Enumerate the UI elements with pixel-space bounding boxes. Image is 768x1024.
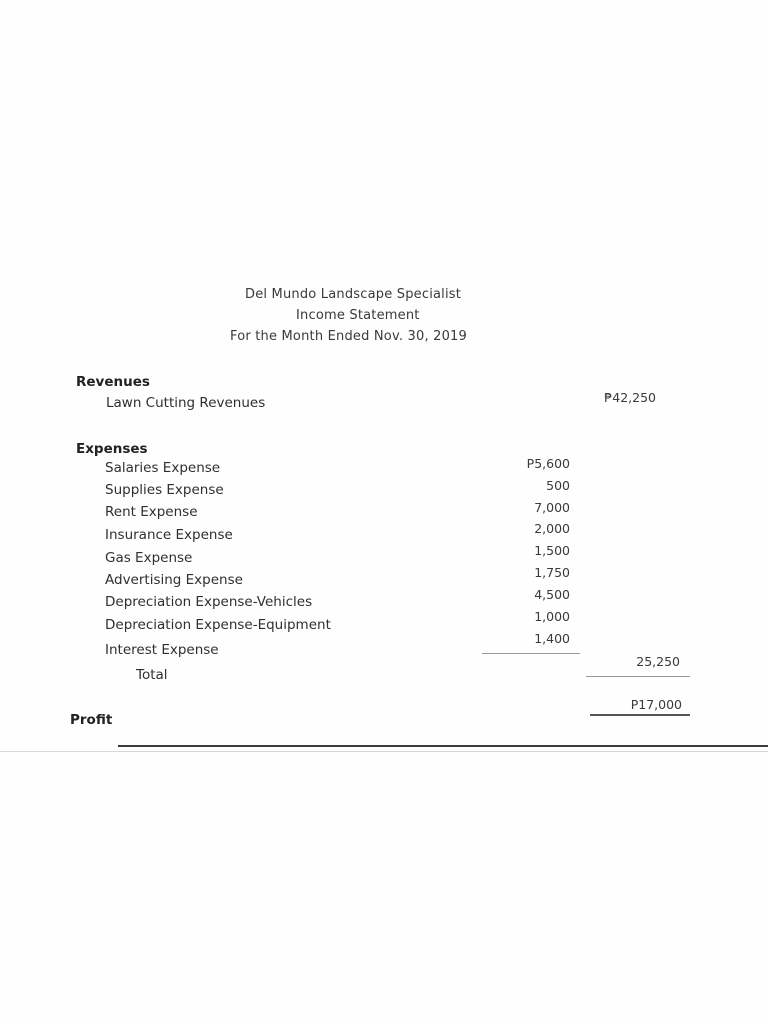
expense-item-amount: 7,000 [534, 500, 570, 515]
expense-item-amount: 1,500 [534, 543, 570, 558]
expense-item-label: Supplies Expense [105, 482, 224, 498]
statement-period: For the Month Ended Nov. 30, 2019 [230, 329, 467, 344]
page-edge-shadow [0, 751, 768, 752]
revenue-item-label: Lawn Cutting Revenues [106, 395, 266, 411]
expense-item-amount: 4,500 [534, 587, 570, 602]
revenue-item-amount: ₱42,250 [604, 390, 656, 405]
profit-label: Profit [70, 712, 113, 728]
expense-item-label: Insurance Expense [105, 527, 233, 543]
profit-amount: P17,000 [630, 697, 682, 712]
revenues-heading: Revenues [76, 374, 150, 390]
expense-item-label: Interest Expense [105, 642, 219, 658]
expense-item-amount: 1,000 [534, 609, 570, 624]
statement-title: Income Statement [296, 308, 420, 323]
company-name: Del Mundo Landscape Specialist [245, 287, 462, 302]
expense-item-amount: 500 [546, 478, 570, 493]
expense-item-amount: 1,750 [534, 565, 570, 580]
expense-item-amount: 1,400 [534, 631, 570, 646]
expense-item-amount: P5,600 [526, 456, 570, 471]
expense-item-label: Advertising Expense [105, 572, 243, 588]
total-rule [586, 676, 690, 677]
expense-item-label: Rent Expense [105, 504, 198, 520]
expenses-heading: Expenses [76, 441, 148, 457]
expense-item-label: Depreciation Expense-Equipment [105, 617, 331, 633]
expense-item-label: Depreciation Expense-Vehicles [105, 594, 313, 610]
expense-subtotal-rule [482, 653, 580, 654]
expense-item-label: Gas Expense [105, 550, 193, 566]
expenses-total-amount: 25,250 [636, 654, 680, 669]
page-edge-line [118, 745, 768, 747]
expense-item-amount: 2,000 [534, 521, 570, 536]
expense-item-label: Salaries Expense [105, 460, 221, 476]
profit-underline [590, 714, 690, 716]
expenses-total-label: Total [136, 667, 168, 683]
